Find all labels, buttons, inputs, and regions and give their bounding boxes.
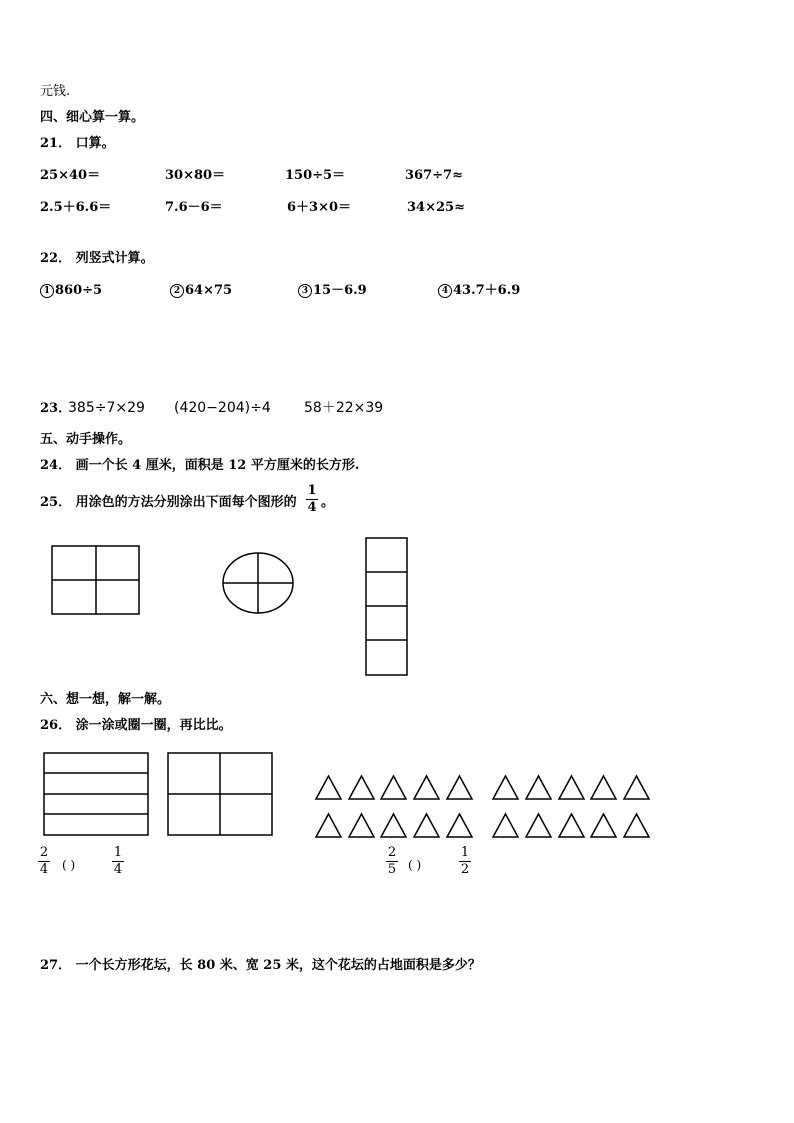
calc-8: 34×25≈ <box>407 200 465 215</box>
question-27: 27． 一个长方形花坛，长 80 米、宽 25 米，这个花坛的占地面积是多少？ <box>40 958 481 973</box>
question-24: 24． 画一个长 4 厘米，面积是 12 平方厘米的长方形. <box>40 458 360 473</box>
calc-4: 367÷7≈ <box>405 168 463 183</box>
calc-3: 150÷5＝ <box>285 168 346 183</box>
fraction-two-quarters: 2 4 <box>39 845 49 877</box>
triangle-group-right[interactable] <box>493 776 649 837</box>
question-22: 22． 列竖式计算。 <box>40 251 154 266</box>
calc-7: 6＋3×0＝ <box>287 200 352 215</box>
rectangle-quarters[interactable] <box>168 753 272 835</box>
calc-6: 7.6－6＝ <box>165 200 223 215</box>
rectangle-four-parts[interactable] <box>52 546 139 614</box>
expression-1: 385÷7×29 <box>68 400 145 416</box>
compare-blank-2[interactable]: ( ) <box>408 858 422 872</box>
vertical-calc-3: 3 15－6.9 <box>298 283 367 299</box>
fraction-one-half: 1 2 <box>460 845 470 877</box>
number-circle: 2 <box>170 284 184 298</box>
expression-2: (420−204)÷4 <box>174 400 271 416</box>
fraction-two-fifths: 2 5 <box>387 845 397 877</box>
calc-1: 25×40＝ <box>40 168 101 183</box>
triangle-group-left[interactable] <box>316 776 472 837</box>
question-23: 23． <box>40 401 72 416</box>
question-21: 21． 口算。 <box>40 136 115 151</box>
question-26: 26． 涂一涂或圈一圈，再比比。 <box>40 718 232 733</box>
section-6-heading: 六、想一想，解一解。 <box>40 692 171 707</box>
question-25-end: 。 <box>321 495 335 510</box>
number-circle: 4 <box>438 284 452 298</box>
strip-four-parts[interactable] <box>366 538 407 675</box>
carryover-text: 元钱. <box>40 84 71 99</box>
compare-blank-1[interactable]: ( ) <box>62 858 76 872</box>
expression-3: 58＋22×39 <box>304 400 384 416</box>
calc-2: 30×80＝ <box>165 168 226 183</box>
fraction-one-quarter-b: 1 4 <box>113 845 123 877</box>
circle-four-parts[interactable] <box>223 553 293 613</box>
rectangle-four-strips[interactable] <box>44 753 148 835</box>
section-5-heading: 五、动手操作。 <box>40 432 132 447</box>
vertical-calc-1: 1 860÷5 <box>40 283 102 299</box>
section-4-heading: 四、细心算一算。 <box>40 110 145 125</box>
vertical-calc-4: 4 43.7＋6.9 <box>438 283 520 299</box>
number-circle: 3 <box>298 284 312 298</box>
number-circle: 1 <box>40 284 54 298</box>
question-25: 25． 用涂色的方法分别涂出下面每个图形的 <box>40 495 297 510</box>
vertical-calc-2: 2 64×75 <box>170 283 232 299</box>
calc-5: 2.5＋6.6＝ <box>40 200 112 215</box>
fraction-one-quarter: 1 4 <box>307 483 317 515</box>
